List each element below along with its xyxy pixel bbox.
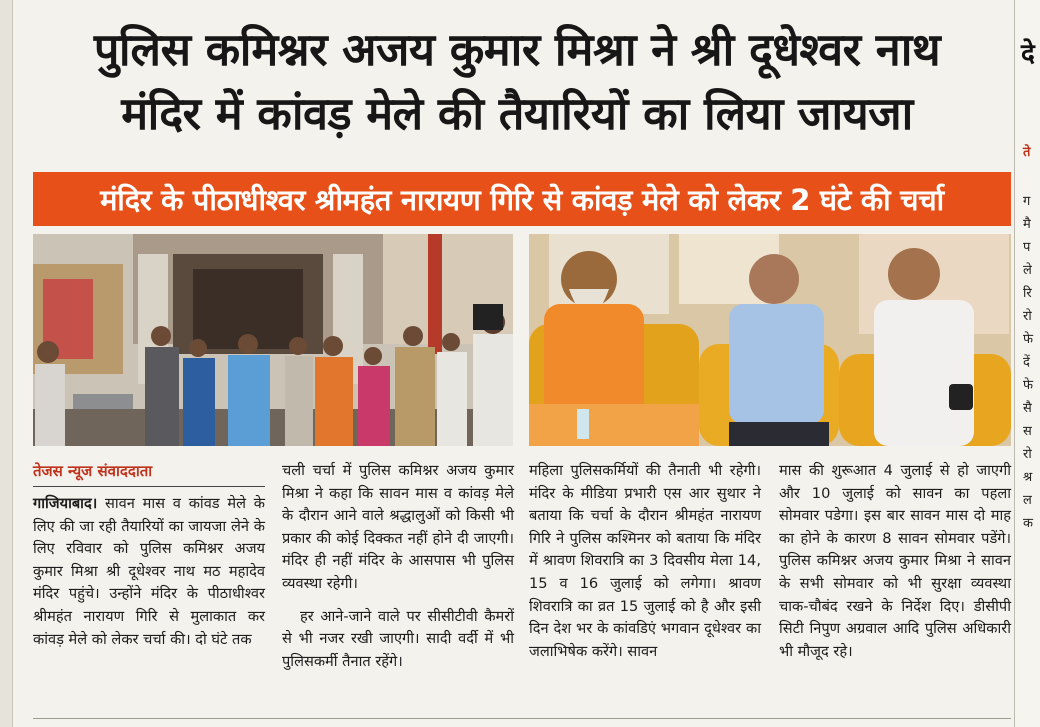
column-1-paragraph <box>33 493 265 651</box>
adjacent-headline-fragment: दे <box>1021 39 1035 69</box>
headline <box>22 18 1012 146</box>
bottom-divider <box>33 718 1011 719</box>
dateline-place: गाजियाबाद। <box>33 495 98 512</box>
article-column-1 <box>33 460 265 651</box>
adjacent-text-fragments <box>1023 190 1033 535</box>
article-column-4 <box>779 460 1011 663</box>
left-margin-strip <box>0 0 13 727</box>
adjacent-line: स <box>1023 424 1032 439</box>
adjacent-line: फे <box>1023 378 1034 393</box>
adjacent-line: रि <box>1023 286 1032 301</box>
adjacent-line: ग <box>1023 194 1031 209</box>
column-2-paragraph-1: चली चर्चा में पुलिस कमिश्नर अजय कुमार मिश्रा ने कहा कि सावन मास व कांवड़ मेले के दौरान आने वाले श्रद्धालुओं को किसी भी प्रकार की कोई दिक्कत नहीं होने दी जाएगी। मंदिर ही नहीं मंदिर के आसपास भी पुलिस व्यवस्था रहेगी। <box>282 462 514 592</box>
article-column-2 <box>282 460 514 673</box>
adjacent-line: रो <box>1023 309 1032 324</box>
adjacent-line: ले <box>1023 263 1032 278</box>
adjacent-byline-fragment: ते <box>1023 145 1031 160</box>
adjacent-line: प <box>1023 240 1031 255</box>
adjacent-line: मै <box>1023 217 1031 232</box>
adjacent-line: सै <box>1023 401 1032 416</box>
adjacent-line: क <box>1023 516 1033 531</box>
subheadline-bar <box>33 172 1011 226</box>
column-2-paragraph-2: हर आने-जाने वाले पर सीसीटीवी कैमरों से भी नजर रखी जाएगी। सादी वर्दी में भी पुलिसकर्मी तैनात रहेंगे। <box>282 607 514 670</box>
headline-line-2: मंदिर में कांवड़ मेले की तैयारियों का लिया जायजा <box>121 87 913 140</box>
headline-line-1: पुलिस कमिश्नर अजय कुमार मिश्रा ने श्री दूधेश्वर नाथ <box>93 23 941 76</box>
byline: तेजस न्यूज संवाददाता <box>33 462 153 480</box>
article-column-3 <box>529 460 761 663</box>
adjacent-line: फे <box>1023 332 1034 347</box>
byline-rule <box>33 486 265 487</box>
adjacent-line: रो <box>1023 447 1032 462</box>
subheadline-text: मंदिर के पीठाधीश्वर श्रीमहंत नारायण गिरि से कांवड़ मेले को लेकर 2 घंटे की चर्चा <box>100 182 944 217</box>
temple-visit-photo <box>33 234 513 446</box>
column-3-paragraph: महिला पुलिसकर्मियों की तैनाती भी रहेगी। मंदिर के मीडिया प्रभारी एस आर सुथार ने बताया कि चर्चा के दौरान श्रीमहंत नारायण गिरि ने पुलिस कश्मिनर को बताया कि मंदिर में श्रावण शिवरात्रि का 3 दिवसीय मेला 14, 15 व 16 जुलाई को लगेगा। श्रावण शिवरात्रि का व्रत 15 जुलाई को है और इसी दिन देश भर के कांवडिएं भगवान दूधेश्वर का जलाभिषेक करेंगे। सावन <box>529 462 761 660</box>
column-1-text: सावन मास व कांवड मेले के लिए की जा रही तैयारियों का जायजा लेने के लिए रविवार को पुलिस कमिश्नर अजय कुमार मिश्रा श्री दूधेश्वर नाथ मठ महादेव मंदिर पहुंचे। उन्होंने मंदिर के पीठाधीश्वर श्रीमहंत नारायण गिरि से मुलाकात कर कांवड़ मेले को लेकर चर्चा की। दो घंटे तक <box>33 495 265 648</box>
adjacent-line: दें <box>1023 355 1030 370</box>
adjacent-line: श्र <box>1023 470 1033 485</box>
adjacent-article-fragment <box>1014 0 1040 727</box>
adjacent-line: ल <box>1023 493 1032 508</box>
meeting-photo <box>529 234 1011 446</box>
column-4-paragraph: मास की शुरूआत 4 जुलाई से हो जाएगी और 10 जुलाई को सावन का पहला सोमवार पडेगा। इस बार सावन मास दो माह का होने के कारण 8 सावन सोमवार पडेंगे। पुलिस कमिश्नर अजय कुमार मिश्रा ने सावन के सभी सोमवार को भी सुरक्षा व्यवस्था चाक-चौबंद रखने के निर्देश दिए। डीसीपी सिटी निपुण अग्रवाल आदि पुलिस अधिकारी भी मौजूद रहे। <box>779 462 1011 660</box>
